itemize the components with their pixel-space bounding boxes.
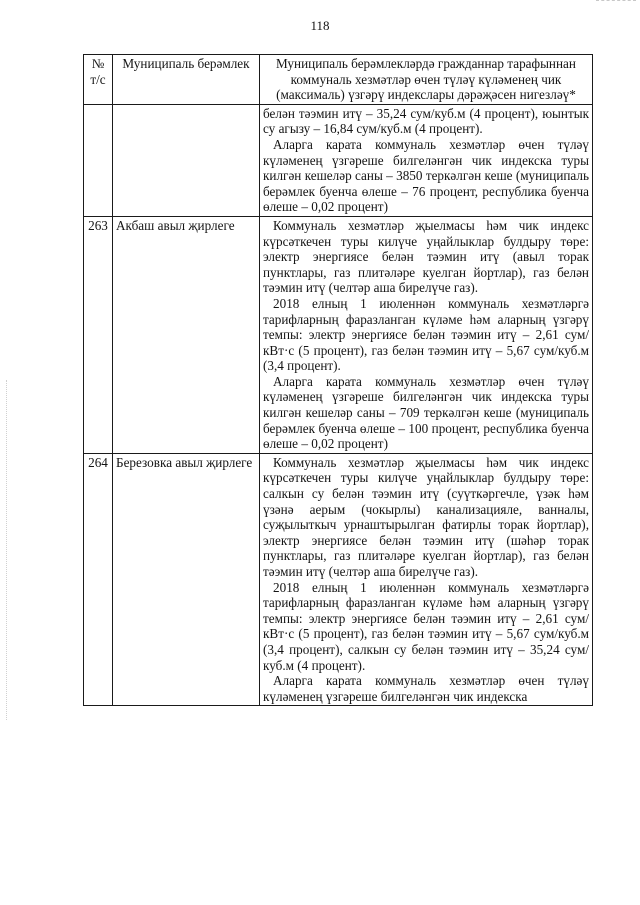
page-number: 118 [310,18,330,33]
header-municipality: Муниципаль берәмлек [113,55,260,105]
basis-paragraph: Коммуналь хезмәтләр җыелмасы һәм чик индекс күрсәткечен туры килүче уңайлыклар булдыру төре: электр энергиясе белән тәэмин итү (авыл торак пунктлары, газ плитәләре куелган йортлар), газ белән тәэмин итү (челтәр аша бирелүче газ). [263,217,589,296]
basis-paragraph: Аларга карата коммуналь хезмәтләр өчен түләү күләменең үзгәреше билгеләнгән чик индекска [263,673,589,704]
row-number: 263 [84,216,113,453]
basis-paragraph: Коммуналь хезмәтләр җыелмасы һәм чик индекс күрсәткечен туры килүче уңайлыклар булдыру төре: салкын су белән тәэмин итү (суүткәргечле, үзәк һәм үзәнә аерым (чокырлы) канализацияле, ванналы, суҗылыткыч урнаштырылган фатирлы торак йортлар), электр энергиясе белән тәэмин итү (шәһәр торак пунктлары, газ плитәләре куелган йортлар), газ белән тәэмин итү (челтәр аша бирелүче газ). [263,454,589,579]
row-municipality [113,104,260,216]
header-basis: Муниципаль берәмлекләрдә гражданнар тарафыннан коммуналь хезмәтләр өчен түләү күләменең чик (максималь) үзгәрү индекслары дәрәҗәсен нигезләү* [260,55,593,105]
basis-paragraph: Аларга карата коммуналь хезмәтләр өчен түләү күләменең үзгәреше билгеләнгән чик индекска туры килгән кешеләр саны – 709 теркәлгән кеше (муниципаль берәмлек буенча өлеше – 100 процент, республика буенча өлеше – 0,02 процент) [263,373,589,452]
basis-paragraph: 2018 елның 1 июленнән коммуналь хезмәтләргә тарифларның фаразланган күләме һәм аларның үзгәрү темпы: электр энергиясе белән тәэмин итү – 2,61 сум/кВт·с (5 процент), газ белән тәэмин итү – 5,67 сум/куб.м (3,4 процент). [263,295,589,374]
table-row [84,453,593,706]
row-municipality: Березовка авыл җирлеге [113,453,260,706]
row-number: 264 [84,453,113,706]
scan-artifact [596,0,636,7]
scan-margin-dots [6,380,7,720]
row-basis [260,453,593,706]
row-basis [260,104,593,216]
table-header-row [84,55,593,105]
table-row [84,104,593,216]
basis-paragraph: белән тәэмин итү – 35,24 сум/куб.м (4 процент), юынтык су агызу – 16,84 сум/куб.м (4 процент). [263,105,589,137]
table-row [84,216,593,453]
basis-paragraph: Аларга карата коммуналь хезмәтләр өчен түләү күләменең үзгәреше билгеләнгән чик индекска туры килгән кешеләр саны – 3850 теркәлгән кеше (муниципаль берәмлек буенча өлеше – 76 процент, республика буенча өлеше – 0,02 процент) [263,136,589,215]
basis-paragraph: 2018 елның 1 июленнән коммуналь хезмәтләргә тарифларның фаразланган күләме һәм аларның үзгәрү темпы: электр энергиясе белән тәэмин итү – 2,61 сум/кВт·с (5 процент), газ белән тәэмин итү – 5,67 сум/куб.м (3,4 процент), салкын су белән тәэмин итү – 35,24 сум/куб.м (4 процент). [263,579,589,673]
utility-index-table [83,54,593,706]
row-number [84,104,113,216]
row-municipality: Акбаш авыл җирлеге [113,216,260,453]
header-number: № т/с [84,55,113,105]
row-basis [260,216,593,453]
